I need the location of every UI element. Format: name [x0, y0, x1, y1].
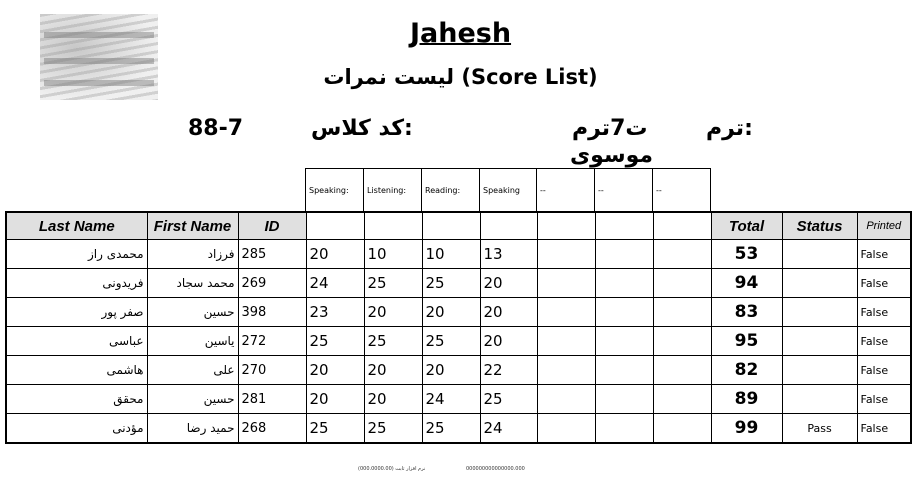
first-name-cell: یاسین [147, 327, 238, 356]
col-score-6 [595, 212, 653, 240]
id-cell: 272 [238, 327, 306, 356]
total-cell: 95 [711, 327, 782, 356]
printed-cell: False [857, 414, 911, 444]
total-cell: 89 [711, 385, 782, 414]
last-name-cell: عباسی [6, 327, 147, 356]
score-cell: 25 [306, 327, 364, 356]
score-cell [595, 385, 653, 414]
class-code-label: کد کلاس: [311, 116, 413, 141]
table-row [6, 269, 911, 298]
col-total: Total [711, 212, 782, 240]
first-name-cell: حسین [147, 385, 238, 414]
printed-cell: False [857, 356, 911, 385]
score-cell: 24 [422, 385, 480, 414]
score-cell: 25 [306, 414, 364, 444]
score-cell: 10 [364, 240, 422, 269]
col-last-name: Last Name [6, 212, 147, 240]
col-first-name: First Name [147, 212, 238, 240]
footer-software: نرم افزار ثابت (000.0000.00) [358, 466, 426, 472]
last-name-cell: صفر پور [6, 298, 147, 327]
score-cell: 20 [306, 240, 364, 269]
score-cell: 24 [480, 414, 537, 444]
status-cell [782, 327, 857, 356]
score-cell [595, 298, 653, 327]
id-cell: 285 [238, 240, 306, 269]
score-cell: 20 [364, 298, 422, 327]
score-cell: 25 [422, 269, 480, 298]
col-printed: Printed [857, 212, 911, 240]
total-cell: 53 [711, 240, 782, 269]
table-row [6, 414, 911, 444]
score-cell [653, 385, 711, 414]
score-cell [537, 240, 595, 269]
score-cell [537, 327, 595, 356]
last-name-cell: محقق [6, 385, 147, 414]
col-status: Status [782, 212, 857, 240]
col-score-2 [364, 212, 422, 240]
table-row [6, 356, 911, 385]
class-code-value: 88-7 [188, 116, 244, 141]
score-cell [595, 356, 653, 385]
status-cell [782, 356, 857, 385]
score-cell: 20 [422, 298, 480, 327]
score-cell [653, 240, 711, 269]
score-cell: 23 [306, 298, 364, 327]
score-cell: 20 [480, 327, 537, 356]
score-cell [537, 385, 595, 414]
total-cell: 82 [711, 356, 782, 385]
score-cell: 10 [422, 240, 480, 269]
score-cell: 20 [480, 269, 537, 298]
first-name-cell: حسین [147, 298, 238, 327]
score-cell [653, 298, 711, 327]
test-name-cell: -- [653, 169, 711, 212]
last-name-cell: فریدونی [6, 269, 147, 298]
test-name-cell: -- [537, 169, 595, 212]
id-cell: 270 [238, 356, 306, 385]
first-name-cell: علی [147, 356, 238, 385]
score-cell: 25 [480, 385, 537, 414]
report-subtitle: لیست نمرات (Score List) [323, 65, 598, 89]
teacher-name: موسوی [570, 143, 654, 168]
score-cell: 25 [364, 327, 422, 356]
score-cell [595, 269, 653, 298]
test-name-cell: Speaking [480, 169, 537, 212]
col-id: ID [238, 212, 306, 240]
status-cell: Pass [782, 414, 857, 444]
score-cell: 13 [480, 240, 537, 269]
score-cell: 25 [422, 327, 480, 356]
total-cell: 83 [711, 298, 782, 327]
table-row [6, 240, 911, 269]
id-cell: 281 [238, 385, 306, 414]
first-name-cell: فرزاد [147, 240, 238, 269]
score-cell [653, 327, 711, 356]
test-headers [305, 168, 711, 212]
score-cell: 20 [306, 385, 364, 414]
score-cell [653, 269, 711, 298]
last-name-cell: محمدی راز [6, 240, 147, 269]
score-cell: 20 [364, 356, 422, 385]
last-name-cell: هاشمی [6, 356, 147, 385]
test-name-cell: Speaking: [306, 169, 364, 212]
status-cell [782, 385, 857, 414]
status-cell [782, 240, 857, 269]
score-cell: 25 [364, 269, 422, 298]
score-cell: 24 [306, 269, 364, 298]
report-title: Jahesh [409, 18, 512, 49]
id-cell: 268 [238, 414, 306, 444]
score-cell: 20 [306, 356, 364, 385]
score-table [5, 211, 912, 444]
col-score-4 [480, 212, 537, 240]
term-value: ت7ترم [572, 116, 648, 141]
score-cell: 25 [422, 414, 480, 444]
last-name-cell: مؤدنی [6, 414, 147, 444]
footer-serial: 000000000000000.000 [466, 466, 525, 472]
score-cell [537, 414, 595, 444]
printed-cell: False [857, 240, 911, 269]
score-cell [595, 414, 653, 444]
total-cell: 94 [711, 269, 782, 298]
score-cell: 20 [422, 356, 480, 385]
score-cell: 20 [364, 385, 422, 414]
table-row [6, 327, 911, 356]
test-name-cell: Reading: [422, 169, 480, 212]
term-label: ترم: [706, 116, 753, 141]
table-row [6, 385, 911, 414]
score-cell: 22 [480, 356, 537, 385]
table-row [6, 298, 911, 327]
col-score-7 [653, 212, 711, 240]
score-cell: 20 [480, 298, 537, 327]
id-cell: 269 [238, 269, 306, 298]
id-cell: 398 [238, 298, 306, 327]
test-name-cell: Listening: [364, 169, 422, 212]
score-cell [653, 356, 711, 385]
first-name-cell: محمد سجاد [147, 269, 238, 298]
score-cell [537, 298, 595, 327]
col-score-3 [422, 212, 480, 240]
score-cell [537, 269, 595, 298]
total-cell: 99 [711, 414, 782, 444]
status-cell [782, 298, 857, 327]
printed-cell: False [857, 385, 911, 414]
test-name-cell: -- [595, 169, 653, 212]
score-cell [537, 356, 595, 385]
col-score-5 [537, 212, 595, 240]
score-cell [653, 414, 711, 444]
score-cell: 25 [364, 414, 422, 444]
col-score-1 [306, 212, 364, 240]
score-cell [595, 327, 653, 356]
score-cell [595, 240, 653, 269]
first-name-cell: حمید رضا [147, 414, 238, 444]
status-cell [782, 269, 857, 298]
printed-cell: False [857, 269, 911, 298]
printed-cell: False [857, 327, 911, 356]
printed-cell: False [857, 298, 911, 327]
